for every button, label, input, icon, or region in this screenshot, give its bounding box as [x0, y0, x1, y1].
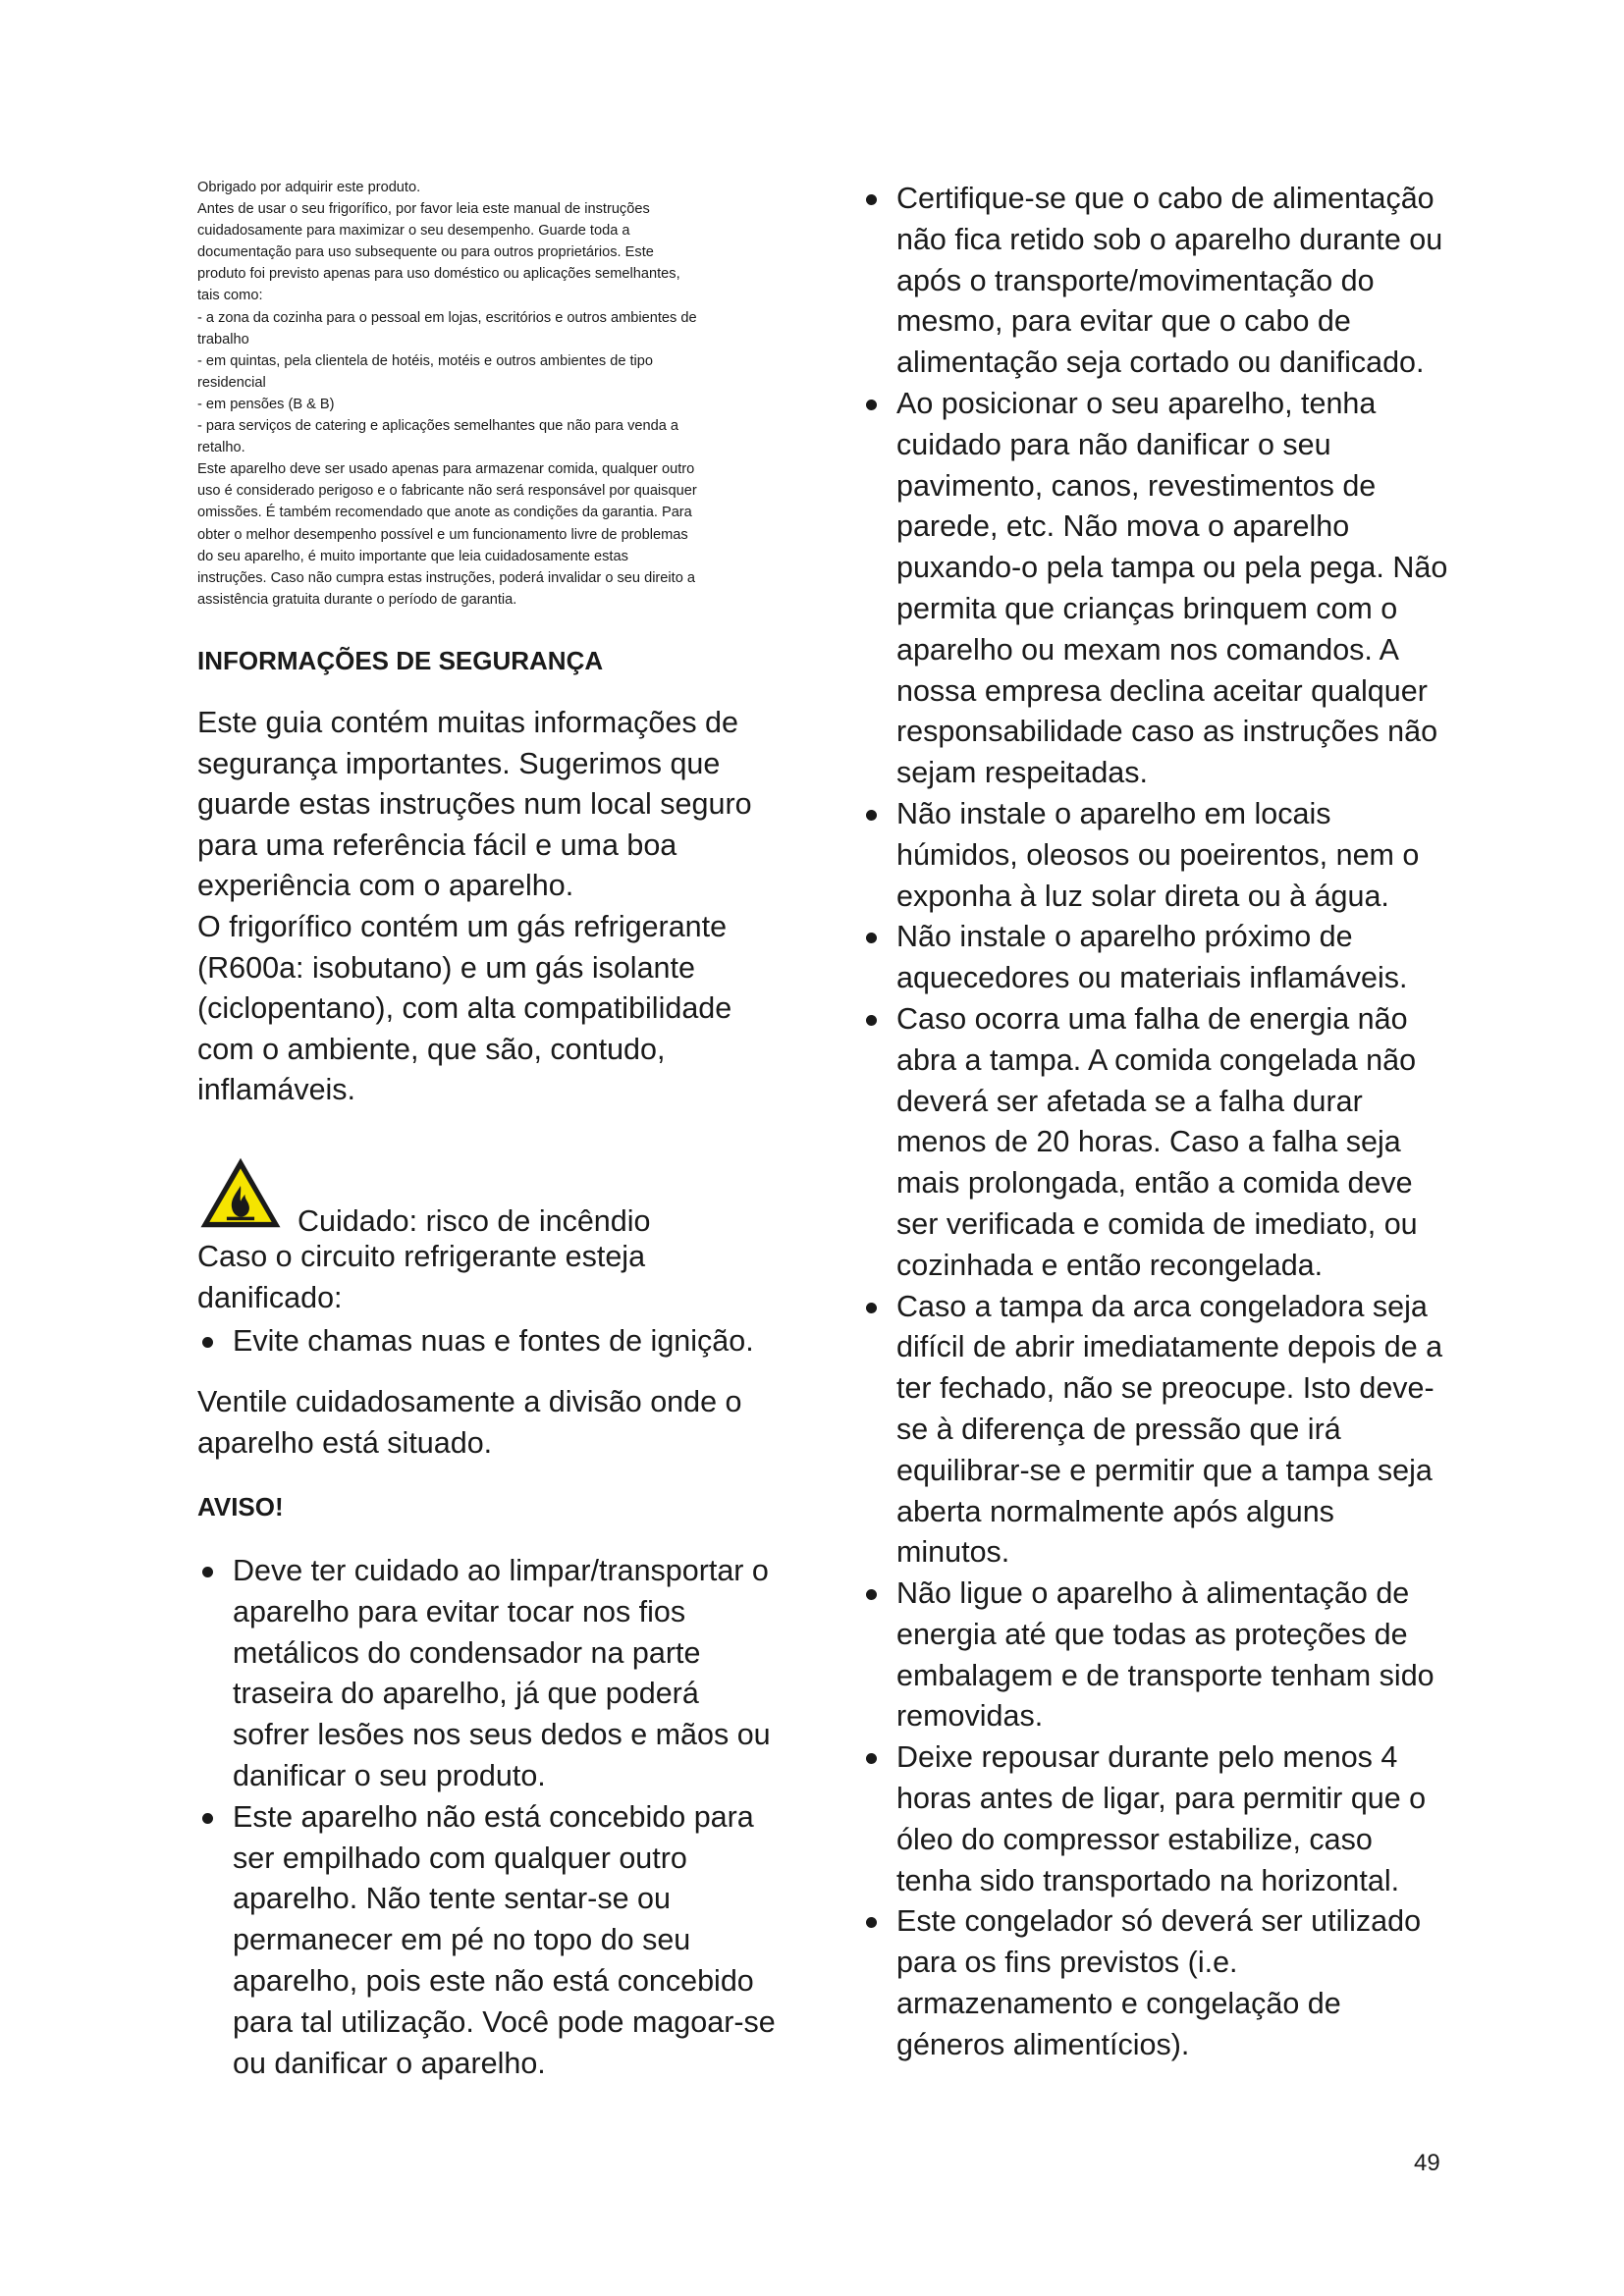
list-item — [861, 794, 1450, 917]
list-item-text: Caso ocorra uma falha de energia não abra a tampa. A comida congelada não deverá ser afetada se a falha durar menos de 20 horas. Caso a falha seja mais prolongada, então a comida deve ser verificada e comida de imediato, ou cozinhada e então recongelada. — [896, 1001, 1418, 1282]
bullet-icon — [866, 194, 877, 205]
list-item-text: Deve ter cuidado ao limpar/transportar o aparelho para evitar tocar nos fios metálicos do condensador na parte traseira do aparelho, já que poderá sofrer lesões nos seus dedos e mãos ou danificar o seu produto. — [233, 1554, 771, 1792]
bullet-icon — [202, 1337, 213, 1348]
ventilate-text: Ventile cuidadosamente a divisão onde o aparelho está situado. — [197, 1385, 742, 1460]
fire-warning-title: Cuidado: risco de incêndio — [298, 1204, 651, 1238]
intro-line: retalho. — [197, 440, 245, 456]
list-item-text: Deixe repousar durante pelo menos 4 horas antes de ligar, para permitir que o óleo do compressor estabilize, caso tenha sido transportado na horizontal. — [896, 1740, 1427, 1897]
safety-paragraph: O frigorífico contém um gás refrigerante (R600a: isobutano) e um gás isolante (ciclopentano), com alta compatibilidade com o ambiente, que são, contudo, inflamáveis. — [197, 909, 732, 1107]
list-item-text: Este aparelho não está concebido para ser empilhado com qualquer outro aparelho. Não tente sentar-se ou permanecer em pé no topo do seu aparelho, pois este não está concebido para tal utilização. Você pode magoar-se ou danificar o aparelho. — [233, 1799, 776, 2080]
intro-line: tais como: — [197, 288, 263, 304]
list-item — [197, 1551, 777, 1797]
bullet-icon — [866, 1589, 877, 1600]
list-item — [861, 384, 1450, 794]
intro-text — [197, 177, 777, 611]
intro-line: - para serviços de catering e aplicações semelhantes que não para venda a — [197, 418, 679, 435]
intro-line: - em quintas, pela clientela de hotéis, motéis e outros ambientes de tipo — [197, 352, 654, 369]
list-item-text: Este congelador só deverá ser utilizado para os fins previstos (i.e. armazenamento e congelação de géneros alimentícios). — [896, 1904, 1422, 2061]
safety-paragraph: Este guia contém muitas informações de segurança importantes. Sugerimos que guarde estas instruções num local seguro para uma referência fácil e uma boa experiência com o aparelho. — [197, 706, 752, 903]
intro-line: Antes de usar o seu frigorífico, por favor leia este manual de instruções — [197, 201, 650, 218]
list-item — [861, 1574, 1450, 1737]
intro-line: trabalho — [197, 331, 249, 347]
list-item-text: Certifique-se que o cabo de alimentação não fica retido sob o aparelho durante ou após o transporte/movimentação do mesmo, para evitar que o cabo de alimentação seja cortado ou danificado. — [896, 182, 1443, 380]
list-item-text: Não instale o aparelho próximo de aquecedores ou materiais inflamáveis. — [896, 920, 1408, 995]
aviso-bullet-list — [197, 1551, 777, 2084]
right-bullet-list — [861, 179, 1450, 2066]
intro-line: - em pensões (B & B) — [197, 396, 335, 412]
bullet-icon — [866, 933, 877, 943]
list-item — [861, 917, 1450, 999]
bullet-icon — [866, 1753, 877, 1764]
fire-condition — [197, 1237, 777, 1318]
intro-line: Este aparelho deve ser usado apenas para armazenar comida, qualquer outro — [197, 461, 695, 478]
intro-line: - a zona da cozinha para o pessoal em lojas, escritórios e outros ambientes de — [197, 309, 697, 326]
list-item — [861, 999, 1450, 1287]
safety-heading: INFORMAÇÕES DE SEGURANÇA — [197, 646, 604, 675]
bullet-icon — [866, 400, 877, 410]
list-item — [861, 1901, 1450, 2065]
aviso-heading: AVISO! — [197, 1492, 284, 1522]
list-item — [861, 179, 1450, 384]
intro-line: cuidadosamente para maximizar o seu desempenho. Guarde toda a — [197, 223, 630, 240]
list-item-text: Ao posicionar o seu aparelho, tenha cuidado para não danificar o seu pavimento, canos, revestimentos de parede, etc. Não mova o aparelho puxando-o pela tampa ou pela pega. Não permita que crianças brinquem com o aparelho ou mexam nos comandos. A nossa empresa declina aceitar qualquer responsabilidade caso as instruções não sejam respeitadas. — [896, 386, 1448, 790]
bullet-icon — [202, 1813, 213, 1824]
list-item-text: Não instale o aparelho em locais húmidos, oleosos ou poeirentos, nem o exponha à luz solar direta ou à água. — [896, 796, 1420, 913]
intro-line: obter o melhor desempenho possível e um funcionamento livre de problemas — [197, 526, 688, 543]
fire-bullet-list — [197, 1321, 777, 1362]
intro-line: omissões. É também recomendado que anote as condições da garantia. Para — [197, 505, 692, 521]
list-item — [197, 1797, 777, 2085]
page-number: 49 — [1414, 2150, 1440, 2176]
intro-line: produto foi previsto apenas para uso doméstico ou aplicações semelhantes, — [197, 266, 680, 283]
list-item-text: Caso a tampa da arca congeladora seja difícil de abrir imediatamente depois de a ter fechado, não se preocupe. Isto deve-se à diferença de pressão que irá equilibrar-se e permitir que a tampa seja aberta normalmente após alguns minutos. — [896, 1289, 1443, 1570]
bullet-icon — [866, 810, 877, 821]
ventilate-note — [197, 1382, 777, 1464]
intro-line: instruções. Caso não cumpra estas instruções, poderá invalidar o seu direito a — [197, 569, 695, 586]
safety-body — [197, 703, 777, 1111]
bullet-icon — [866, 1015, 877, 1026]
bullet-icon — [202, 1567, 213, 1577]
list-item — [861, 1287, 1450, 1575]
intro-line: residencial — [197, 374, 266, 391]
bullet-icon — [866, 1917, 877, 1928]
intro-line: do seu aparelho, é muito importante que leia cuidadosamente estas — [197, 548, 628, 564]
intro-line: documentação para uso subsequente ou para outros proprietários. Este — [197, 244, 654, 261]
list-item — [861, 1737, 1450, 1901]
list-item — [197, 1321, 777, 1362]
flammable-warning-icon — [197, 1154, 284, 1231]
list-item-text: Evite chamas nuas e fontes de ignição. — [233, 1324, 754, 1358]
bullet-icon — [866, 1303, 877, 1313]
intro-line: Obrigado por adquirir este produto. — [197, 180, 421, 195]
intro-line: assistência gratuita durante o período de garantia. — [197, 591, 517, 608]
fire-condition-text: Caso o circuito refrigerante esteja danificado: — [197, 1240, 646, 1314]
intro-line: uso é considerado perigoso e o fabricante não será responsável por quaisquer — [197, 483, 697, 500]
list-item-text: Não ligue o aparelho à alimentação de energia até que todas as proteções de embalagem e de transporte tenham sido removidas. — [896, 1576, 1435, 1734]
